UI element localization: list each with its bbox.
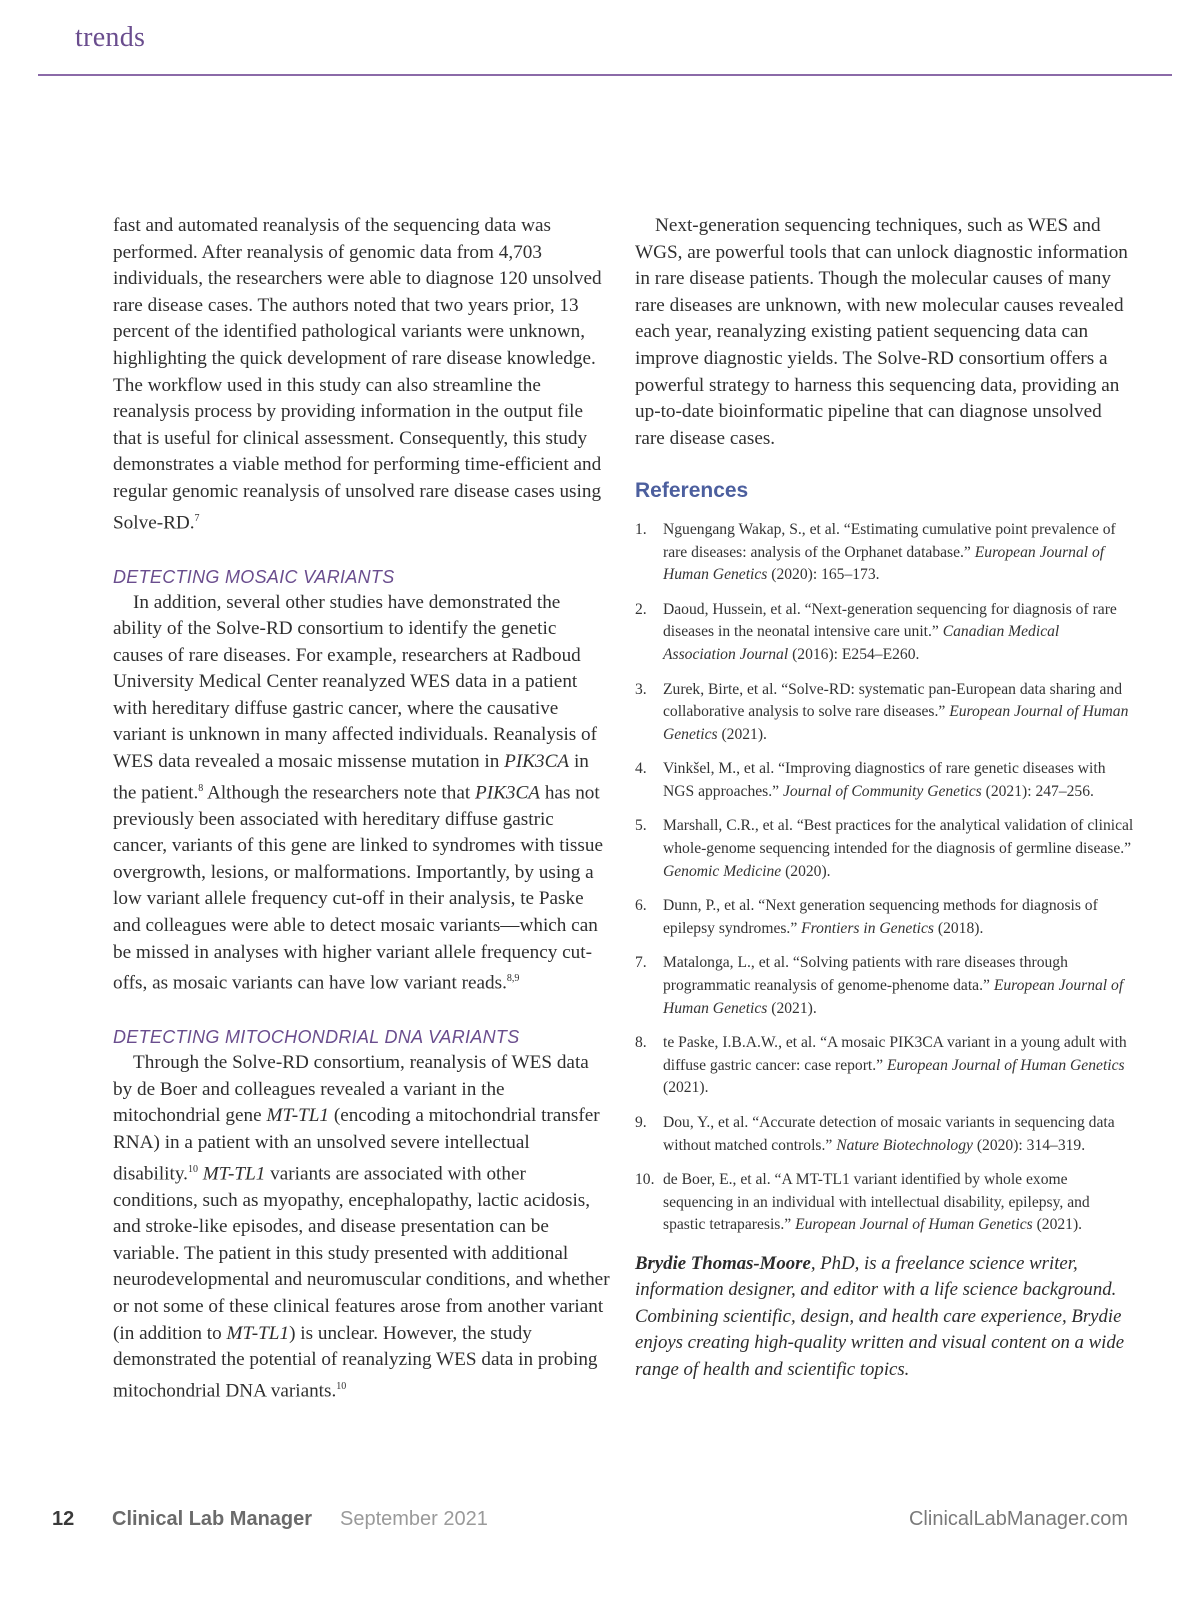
references-list	[635, 519, 1135, 1237]
reference-item	[635, 519, 1135, 587]
citation-marker: 8,9	[506, 973, 520, 985]
reference-number: 9.	[635, 1114, 647, 1131]
citation-marker: 10	[336, 1380, 347, 1392]
reference-item	[635, 1112, 1135, 1157]
reference-text: te Paske, I.B.A.W., et al. “A mosaic PIK3CA variant in a young adult with diffuse gastric cancer: case report.”	[663, 1034, 1127, 1074]
page-footer	[0, 1508, 1200, 1538]
author-bio-text: , PhD, is a freelance science writer, information designer, and editor with a life science background. Combining scientific, design, and health care experience, Brydie enjoys creating high-quality written and visual content on a wide range of health and scientific topics.	[635, 1252, 1125, 1380]
reference-number: 7.	[635, 954, 647, 972]
reference-details: (2021).	[663, 1079, 709, 1097]
reference-item	[635, 895, 1135, 940]
reference-details: (2016): E254–E260.	[788, 645, 920, 663]
reference-item	[635, 758, 1135, 803]
paragraph-text: fast and automated reanalysis of the sequencing data was performed. After reanalysis of genomic data from 4,703 individuals, the researchers were able to diagnose 120 unsolved rare disease cases. The authors noted that two years prior, 13 percent of the identified pathological variants were unknown, highlighting the quick development of rare disease knowledge. The workflow used in this study can also streamline the reanalysis process by providing information in the output file that is useful for clinical assessment. Consequently, this study demonstrates a viable method for performing time-efficient and regular genomic reanalysis of unsolved rare disease cases using Solve-RD.	[113, 215, 602, 533]
reference-text: Vinkšel, M., et al. “Improving diagnostics of rare genetic diseases with NGS approaches.”	[663, 760, 1106, 800]
paragraph-text: In addition, several other studies have demonstrated the ability of the Solve-RD consortium to identify the genetic causes of rare diseases. For example, researchers at Radboud University Medical Center reanalyzed WES data in a patient with hereditary diffuse gastric cancer, where the causative variant is unknown in many affected individuals. Reanalysis of WES data revealed a mosaic missense mutation in	[113, 591, 598, 773]
reference-item	[635, 599, 1135, 667]
reference-details: (2020).	[781, 862, 831, 880]
reference-item	[635, 679, 1135, 747]
paragraph-text: ) is unclear. However, the study demonstrated the potential of reanalyzing WES data in probing mitochondrial DNA variants.	[113, 1322, 598, 1402]
magazine-name: Clinical Lab Manager	[112, 1508, 313, 1530]
left-column	[113, 213, 610, 1405]
section-heading-mosaic: DETECTING MOSAIC VARIANTS	[113, 566, 395, 587]
reference-journal: Nature Biotechnology	[836, 1136, 973, 1154]
gene-name: MT-TL1	[226, 1322, 290, 1344]
reference-journal: European Journal of Human Genetics	[663, 543, 1105, 584]
citation-marker: 10	[187, 1163, 198, 1175]
reference-text: Zurek, Birte, et al. “Solve-RD: systematic pan-European data sharing and collaborative analysis to solve rare diseases.”	[663, 680, 1123, 721]
gene-name: PIK3CA	[475, 782, 541, 804]
paragraph-text: variants are associated with other conditions, such as myopathy, encephalopathy, lactic acidosis, and stroke-like episodes, and disease presentation can be variable. The patient in this study presented with additional neurodevelopmental and neuromuscular conditions, and whether or not some of these clinical features arose from another variant (in addition to	[113, 1162, 610, 1344]
right-column	[635, 213, 1135, 1383]
citation-marker: 7	[194, 512, 200, 524]
paragraph-text: has not previously been associated with hereditary diffuse gastric cancer, variants of this gene are linked to syndromes with tissue overgrowth, lesions, or malformations. Importantly, by using a low variant allele frequency cut-off in their analysis, te Paske and colleagues were able to detect mosaic variants—which can be missed in analyses with higher variant allele frequency cut-offs, as mosaic variants can have low variant reads.	[113, 782, 603, 994]
reference-text: Marshall, C.R., et al. “Best practices for the analytical validation of clinical whole-genome sequencing intended for the diagnosis of germline disease.”	[663, 817, 1134, 858]
reference-details: (2021).	[767, 999, 817, 1017]
paragraph-text: (encoding a mitochondrial transfer RNA) in a patient with an unsolved severe intellectual disability.	[113, 1105, 600, 1184]
paragraph-text: Although the researchers note that	[203, 782, 475, 804]
reference-journal: Genomic Medicine	[663, 862, 782, 880]
gene-name: MT-TL1	[266, 1105, 330, 1127]
reference-journal: Journal of Community Genetics	[782, 782, 982, 800]
reference-journal: European Journal of Human Genetics	[886, 1056, 1125, 1074]
issue-date: September 2021	[340, 1508, 488, 1530]
reference-details: (2020): 165–173.	[767, 566, 880, 584]
header-divider	[38, 74, 1172, 76]
reference-details: (2021).	[717, 725, 767, 743]
reference-item	[635, 952, 1135, 1020]
reference-number: 2.	[635, 600, 647, 618]
author-name: Brydie Thomas-Moore	[635, 1252, 811, 1274]
reference-journal: Frontiers in Genetics	[801, 919, 934, 937]
reference-details: (2018).	[933, 919, 984, 937]
paragraph-text: in the patient.	[113, 751, 589, 804]
reference-number: 4.	[635, 760, 647, 778]
section-heading-mitochondrial: DETECTING MITOCHONDRIAL DNA VARIANTS	[113, 1027, 520, 1048]
author-bio	[635, 1251, 1135, 1384]
reference-journal: European Journal of Human Genetics	[795, 1216, 1033, 1234]
body-paragraph	[113, 590, 610, 998]
reference-text: Dou, Y., et al. “Accurate detection of mosaic variants in sequencing data without matched controls.”	[663, 1114, 1115, 1154]
reference-item	[635, 1032, 1135, 1100]
reference-number: 3.	[635, 680, 647, 698]
reference-number: 6.	[635, 897, 647, 915]
reference-item	[635, 815, 1135, 883]
reference-number: 5.	[635, 817, 647, 835]
body-paragraph: Next-generation sequencing techniques, such as WES and WGS, are powerful tools that can unlock diagnostic information in rare disease patients. Though the molecular causes of many rare diseases are unknown, with new molecular causes revealed each year, reanalyzing existing patient sequencing data can improve diagnostic yields. The Solve-RD consortium offers a powerful strategy to harness this sequencing data, providing an up-to-date bioinformatic pipeline that can diagnose unsolved rare disease cases.	[635, 215, 1128, 449]
website-link[interactable]: ClinicalLabManager.com	[908, 1508, 1128, 1530]
citation-marker: 8	[198, 782, 204, 794]
reference-journal: European Journal of Human Genetics	[663, 977, 1124, 1017]
reference-text: Daoud, Hussein, et al. “Next-generation sequencing for diagnosis of rare diseases in the neonatal intensive care unit.”	[663, 600, 1117, 641]
reference-journal: Canadian Medical Association Journal	[663, 623, 1060, 663]
reference-details: (2020): 314–319.	[972, 1136, 1086, 1154]
reference-number: 10.	[635, 1171, 655, 1189]
gene-name: MT-TL1	[202, 1162, 266, 1184]
body-paragraph	[113, 213, 610, 537]
references-heading: References	[635, 479, 749, 503]
reference-details: (2021).	[1032, 1216, 1083, 1234]
paragraph-text: Through the Solve-RD consortium, reanalysis of WES data by de Boer and colleagues revealed a variant in the mitochondrial gene	[113, 1052, 589, 1127]
reference-journal: European Journal of Human Genetics	[663, 703, 1129, 743]
reference-text: de Boer, E., et al. “A MT-TL1 variant identified by whole exome sequencing in an individual with intellectual disability, epilepsy, and spastic tetraparesis.”	[663, 1171, 1090, 1234]
reference-number: 8.	[635, 1034, 647, 1052]
body-paragraph	[113, 1050, 610, 1405]
reference-text: Nguengang Wakap, S., et al. “Estimating cumulative point prevalence of rare diseases: analysis of the Orphanet database.”	[663, 520, 1116, 561]
section-label: trends	[75, 22, 146, 53]
reference-details: (2021): 247–256.	[981, 782, 1094, 800]
reference-number: 1.	[635, 520, 647, 538]
reference-text: Matalonga, L., et al. “Solving patients with rare diseases through programmatic reanalysis of genome-phenome data.”	[663, 954, 1068, 995]
page-number: 12	[52, 1508, 75, 1530]
gene-name: PIK3CA	[504, 751, 570, 773]
reference-text: Dunn, P., et al. “Next generation sequencing methods for diagnosis of epilepsy syndromes.”	[663, 897, 1098, 937]
reference-item	[635, 1169, 1135, 1237]
